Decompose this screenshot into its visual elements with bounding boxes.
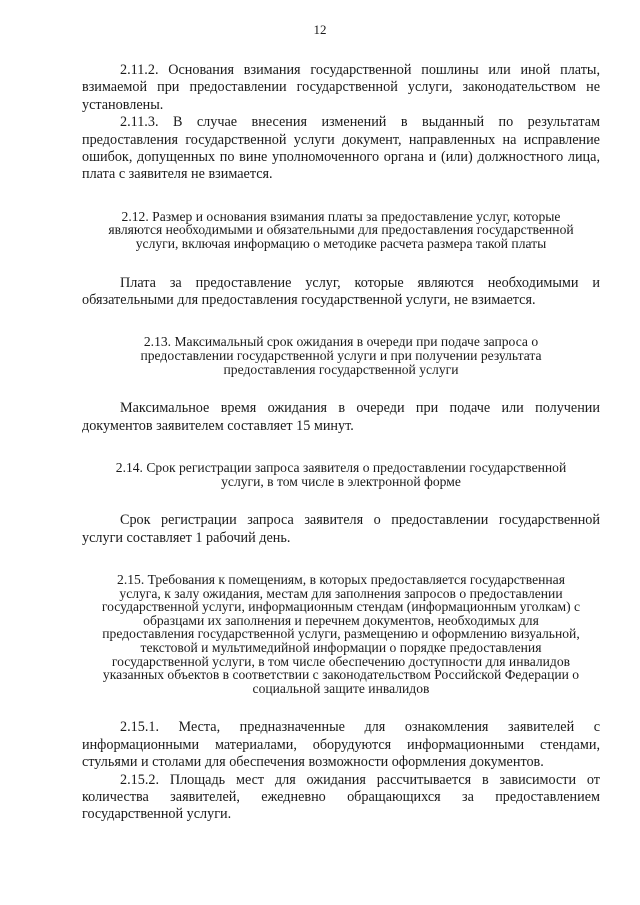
section-heading-2-12: 2.12. Размер и основания взимания платы за предоставление услуг, которые являются необходимыми и обязательными для предоставления государственной услуги, включая информацию о методике расчета размера такой платы <box>108 208 574 252</box>
paragraph-2-14: Срок регистрации запроса заявителя о предоставлении государственной услуги составляет 1 рабочий день. <box>82 512 600 546</box>
paragraph-2-15-2: 2.15.2. Площадь мест для ожидания рассчитывается в зависимости от количества заявителей, ежедневно обращающихся за предоставлением государственной услуги. <box>82 771 600 823</box>
page-number: 12 <box>313 22 327 37</box>
document-body <box>82 62 600 824</box>
paragraph-2-11-2: 2.11.2. Основания взимания государственной пошлины или иной платы, взимаемой при предоставлении государственной услуги, законодательством не установлены. <box>82 62 600 113</box>
section-heading-2-13: 2.13. Максимальный срок ожидания в очереди при подаче запроса о предоставлении государственной услуги и при получении результата предоставления государственной услуги <box>140 334 542 377</box>
paragraph-2-13: Максимальное время ожидания в очереди при подаче или получении документов заявителем составляет 15 минут. <box>82 400 600 434</box>
section-heading-2-14: 2.14. Срок регистрации запроса заявителя о предоставлении государственной услуги, в том числе в электронной форме <box>115 460 567 489</box>
paragraph-2-15-1: 2.15.1. Места, предназначенные для ознакомления заявителей с информационными материалами, оборудуются информационными стендами, стульями и столами для обеспечения возможности оформления документов. <box>82 719 600 771</box>
paragraph-2-11-3: 2.11.3. В случае внесения изменений в выданный по результатам предоставления государственной услуги документ, направленных на исправление ошибок, допущенных по вине уполномоченного органа и (или) должностного лица, плата с заявителя не взимается. <box>82 114 600 183</box>
paragraph-2-12: Плата за предоставление услуг, которые являются необходимыми и обязательными для предоставления государственной услуги, не взимается. <box>82 274 600 309</box>
section-heading-2-15: 2.15. Требования к помещениям, в которых предоставляется государственная услуга, к залу ожидания, местам для заполнения запросов о предоставлении государственной услуги, информационным стендам (информационным уголкам) с образцами их заполнения и перечнем документов, необходимых для предоставления государственной услуги, размещению и оформлению визуальной, текстовой и мультимедийной информации о порядке предоставления государственной услуги, в том числе обеспечению доступности для инвалидов указанных объектов в соответствии с законодательством Российской Федерации о социальной защите инвалидов <box>101 572 581 696</box>
